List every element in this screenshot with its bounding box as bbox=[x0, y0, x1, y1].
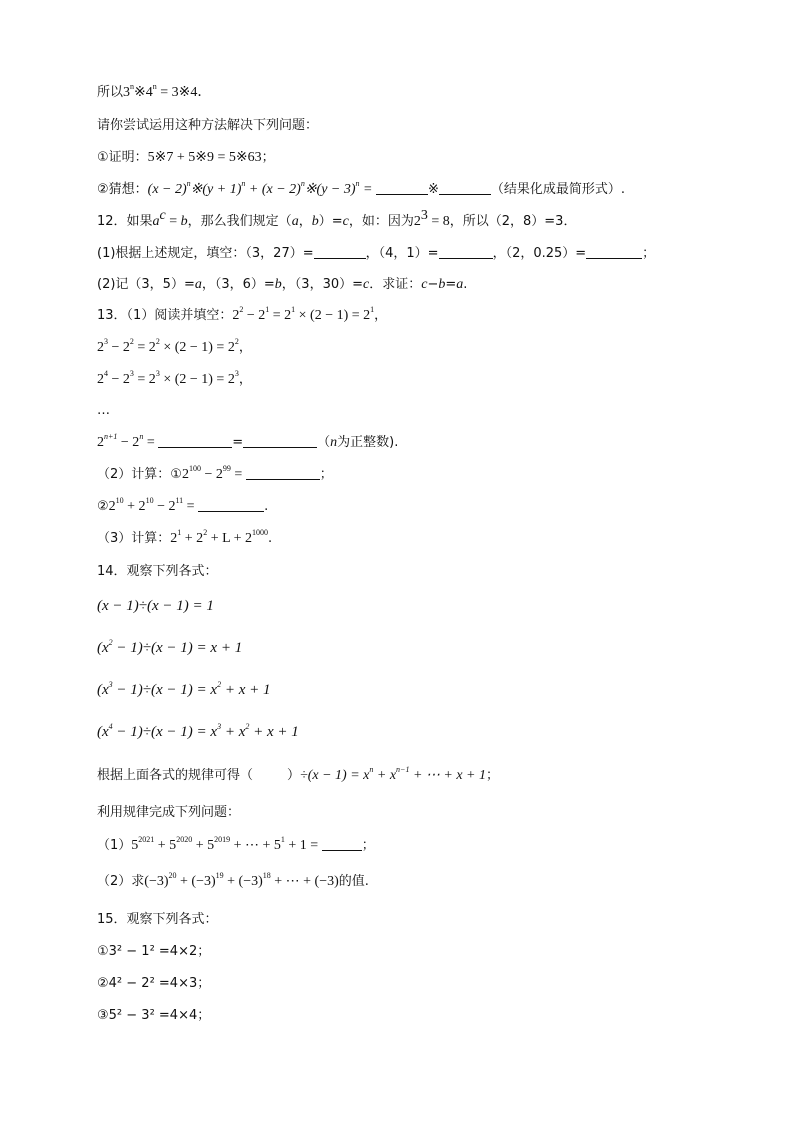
text: （结果化成最简形式）. bbox=[490, 182, 626, 197]
text: ，如：因为 bbox=[348, 214, 414, 229]
text: 所以 bbox=[97, 85, 124, 100]
text: ※ bbox=[427, 182, 439, 197]
math: (x bbox=[97, 640, 109, 656]
exponent: n bbox=[355, 179, 360, 189]
text: ， bbox=[298, 214, 312, 229]
line-q13-example-3 bbox=[97, 371, 252, 389]
math: 2 bbox=[232, 308, 240, 323]
math: a bbox=[152, 214, 160, 229]
line-proof bbox=[97, 149, 275, 167]
exponent: 2 bbox=[234, 337, 239, 347]
text: . bbox=[463, 277, 468, 292]
math: c bbox=[421, 277, 428, 292]
math: b bbox=[274, 277, 282, 292]
math: (x − 1) = x bbox=[307, 768, 370, 783]
line-q14-eq2 bbox=[97, 639, 242, 657]
exponent: 3 bbox=[104, 337, 108, 347]
text: ，所以（2，8）=3． bbox=[449, 214, 577, 229]
exponent: c bbox=[159, 207, 166, 223]
math: − 2 bbox=[117, 435, 140, 450]
exponent: n bbox=[300, 179, 305, 189]
math: (−3) bbox=[144, 874, 169, 889]
line-q13-example-2 bbox=[97, 339, 252, 357]
answer-blank[interactable] bbox=[439, 181, 491, 195]
line-q14-apply: 利用规律完成下列问题： bbox=[97, 805, 241, 820]
exponent: 1 bbox=[291, 305, 296, 315]
math: + (−3) bbox=[176, 874, 216, 889]
line-q14-eq4 bbox=[97, 723, 299, 741]
exponent: n bbox=[152, 82, 157, 92]
exponent: 2 bbox=[155, 337, 160, 347]
line-ellipsis: … bbox=[97, 403, 110, 418]
exponent: 1 bbox=[177, 528, 182, 538]
math: − 1) bbox=[112, 640, 143, 656]
exponent: 2 bbox=[217, 680, 222, 689]
math: ※(y + 1) bbox=[190, 182, 242, 197]
divide-symbol: ÷ bbox=[142, 682, 152, 698]
math: c bbox=[342, 214, 349, 229]
math: 2 bbox=[170, 531, 178, 546]
exponent: 10 bbox=[115, 496, 124, 506]
exponent: 2 bbox=[203, 528, 208, 538]
exponent: 2021 bbox=[138, 835, 155, 845]
math: − 1) bbox=[112, 682, 143, 698]
math: + 2 bbox=[123, 499, 146, 514]
line-guess bbox=[97, 181, 625, 199]
text: （2）计算：① bbox=[97, 467, 182, 482]
text: 为正整数). bbox=[337, 435, 399, 450]
text: ，（3，30）= bbox=[281, 277, 364, 292]
answer-blank[interactable] bbox=[243, 434, 317, 448]
text: . bbox=[268, 531, 273, 546]
text: 的值. bbox=[338, 874, 369, 889]
text: ； bbox=[642, 246, 656, 261]
math: + (x − 2) bbox=[245, 182, 301, 197]
math: 2 bbox=[97, 372, 104, 387]
math: a bbox=[456, 277, 464, 292]
line-q14-eq1 bbox=[97, 597, 214, 615]
exponent: 2 bbox=[245, 722, 250, 731]
math: + 5 bbox=[154, 838, 177, 853]
answer-blank[interactable] bbox=[314, 245, 366, 259]
math: + ⋯ + x + 1 bbox=[409, 768, 487, 783]
line-q15-title: 15．观察下列各式： bbox=[97, 912, 218, 927]
exponent: 4 bbox=[108, 722, 113, 731]
math: (x − 2) bbox=[147, 182, 187, 197]
math: + ⋯ + 5 bbox=[230, 838, 281, 853]
answer-blank[interactable] bbox=[586, 245, 642, 259]
math: (x − 1) bbox=[97, 598, 139, 614]
exponent: 11 bbox=[175, 496, 184, 506]
math: 3 bbox=[123, 85, 131, 100]
math: − 2 bbox=[108, 340, 130, 355]
line-q15-eq1: ①3² − 1² =4×2； bbox=[97, 944, 211, 959]
divide-symbol: ÷ bbox=[138, 598, 148, 614]
exponent: 99 bbox=[222, 464, 231, 474]
text: = bbox=[445, 277, 457, 292]
math: n bbox=[330, 435, 338, 450]
text: （1） bbox=[97, 838, 132, 853]
text: ； bbox=[261, 150, 275, 165]
math: − 2 bbox=[243, 308, 266, 323]
math: 2 bbox=[181, 467, 189, 482]
line-q12-1 bbox=[97, 245, 655, 263]
text: ， bbox=[238, 372, 252, 387]
text: ； bbox=[486, 768, 500, 783]
exponent: 1 bbox=[280, 835, 285, 845]
exponent: 3 bbox=[420, 207, 428, 223]
math: + x + 1 bbox=[249, 724, 299, 740]
line-q12-2 bbox=[97, 276, 467, 294]
text: ，那么我们规定（ bbox=[187, 214, 292, 229]
text: ．求证： bbox=[369, 277, 422, 292]
math: 5※7 + 5※9 = 5※63 bbox=[147, 150, 262, 165]
text: （2）求 bbox=[97, 874, 145, 889]
math: = 8 bbox=[427, 214, 450, 229]
math: 2 bbox=[97, 435, 104, 450]
text: (1)根据上述规定，填空：（3，27）= bbox=[97, 246, 314, 261]
line-instruction: 请你尝试运用这种方法解决下列问题： bbox=[97, 118, 319, 133]
text: ， bbox=[374, 308, 388, 323]
math: ※4 bbox=[134, 85, 153, 100]
math: = 2 bbox=[133, 340, 156, 355]
exponent: n−1 bbox=[396, 765, 410, 775]
exponent: 3 bbox=[129, 369, 134, 379]
math: − 2 bbox=[108, 372, 130, 387]
answer-blank[interactable] bbox=[198, 498, 264, 512]
divide-symbol: ÷ bbox=[142, 640, 152, 656]
math: = bbox=[143, 435, 159, 450]
math: a bbox=[194, 277, 202, 292]
text: ） bbox=[287, 768, 301, 783]
answer-blank[interactable] bbox=[158, 434, 232, 448]
math: (x − 1) = x bbox=[151, 724, 218, 740]
exponent: 2 bbox=[239, 305, 244, 315]
answer-blank[interactable] bbox=[322, 837, 362, 851]
math: + 1 = bbox=[284, 838, 322, 853]
math: + (−3) bbox=[223, 874, 263, 889]
math: = bbox=[183, 499, 199, 514]
line-q14-rule bbox=[97, 767, 499, 785]
text: ，（2，0.25）= bbox=[492, 246, 587, 261]
exponent: 2019 bbox=[214, 835, 231, 845]
divide-symbol: ÷ bbox=[142, 724, 152, 740]
math: × (2 − 1) = 2 bbox=[159, 340, 235, 355]
exponent: 4 bbox=[104, 369, 108, 379]
exponent: n bbox=[241, 179, 246, 189]
line-conclusion bbox=[97, 84, 211, 102]
math: + x bbox=[373, 768, 397, 783]
math: + x bbox=[221, 724, 246, 740]
math: a bbox=[291, 214, 299, 229]
exponent: 10 bbox=[145, 496, 154, 506]
item-number: ②猜想： bbox=[97, 182, 148, 197]
item-number: ①证明： bbox=[97, 150, 148, 165]
math: (x − 1) = x + 1 bbox=[151, 640, 243, 656]
line-q14-2 bbox=[97, 873, 369, 891]
line-q13-2a bbox=[97, 466, 333, 484]
math: 2 bbox=[413, 214, 421, 229]
answer-blank[interactable] bbox=[246, 466, 320, 480]
text: = bbox=[232, 435, 244, 450]
math: c bbox=[363, 277, 370, 292]
math: b bbox=[311, 214, 319, 229]
math: + L + 2 bbox=[207, 531, 253, 546]
text: . bbox=[264, 499, 269, 514]
text: ， bbox=[238, 340, 252, 355]
math: 2 bbox=[97, 340, 104, 355]
exponent: 3 bbox=[234, 369, 239, 379]
exponent: 100 bbox=[188, 464, 201, 474]
math: = 2 bbox=[269, 308, 292, 323]
math: = bbox=[165, 214, 181, 229]
math: + 2 bbox=[181, 531, 204, 546]
question-number: 12．如果 bbox=[97, 214, 153, 229]
exponent: 2020 bbox=[176, 835, 193, 845]
math: − 2 bbox=[153, 499, 176, 514]
math: = bbox=[359, 182, 376, 197]
text: （ bbox=[317, 435, 331, 450]
exponent: 3 bbox=[217, 722, 222, 731]
exponent: 20 bbox=[168, 871, 177, 881]
math: b bbox=[438, 277, 446, 292]
line-q13-3 bbox=[97, 530, 272, 548]
math: = 3※4． bbox=[156, 85, 212, 100]
text: 根据上面各式的规律可得（ bbox=[97, 768, 254, 783]
exponent: 19 bbox=[215, 871, 224, 881]
math: 5 bbox=[131, 838, 139, 853]
math: = 2 bbox=[133, 372, 156, 387]
math: (x − 1) = 1 bbox=[147, 598, 214, 614]
math: × (2 − 1) = 2 bbox=[159, 372, 235, 387]
text: ； bbox=[361, 838, 375, 853]
exponent: 18 bbox=[262, 871, 271, 881]
exponent: 3 bbox=[155, 369, 160, 379]
answer-blank[interactable] bbox=[376, 181, 428, 195]
math: − 2 bbox=[200, 467, 223, 482]
exponent: n bbox=[186, 179, 191, 189]
math: ※(y − 3) bbox=[304, 182, 356, 197]
math: + 5 bbox=[192, 838, 215, 853]
text: (2)记（3，5）= bbox=[97, 277, 195, 292]
math: (x bbox=[97, 724, 109, 740]
text: ，（3，6）= bbox=[201, 277, 275, 292]
exponent: 2 bbox=[108, 638, 113, 647]
text: （3）计算： bbox=[97, 531, 171, 546]
math: + ⋯ + (−3) bbox=[270, 874, 339, 889]
exponent: n+1 bbox=[104, 432, 118, 442]
text: − bbox=[427, 277, 439, 292]
text: ，（4，1）= bbox=[365, 246, 439, 261]
math: + x + 1 bbox=[221, 682, 271, 698]
exponent: n bbox=[139, 432, 144, 442]
line-q14-title: 14．观察下列各式： bbox=[97, 564, 218, 579]
line-q15-eq2: ②4² − 2² =4×3； bbox=[97, 976, 211, 991]
text: ； bbox=[319, 467, 333, 482]
line-q13-general bbox=[97, 434, 398, 452]
exponent: 2 bbox=[129, 337, 134, 347]
text: ）= bbox=[318, 214, 343, 229]
line-q13-1 bbox=[97, 307, 387, 325]
math: − 1) bbox=[112, 724, 143, 740]
exponent: n bbox=[369, 765, 374, 775]
math: b bbox=[180, 214, 188, 229]
exponent: n bbox=[130, 82, 135, 92]
exponent: 3 bbox=[108, 680, 113, 689]
exponent: 1 bbox=[265, 305, 270, 315]
line-q15-eq3: ③5² − 3² =4×4； bbox=[97, 1008, 211, 1023]
line-q13-2b bbox=[97, 498, 268, 516]
line-q14-1 bbox=[97, 837, 375, 855]
line-q12 bbox=[97, 207, 577, 231]
math: (x bbox=[97, 682, 109, 698]
math: (x − 1) = x bbox=[151, 682, 218, 698]
line-q14-eq3 bbox=[97, 681, 270, 699]
exponent: 1 bbox=[370, 305, 375, 315]
item-number: ② bbox=[97, 499, 109, 514]
divide-symbol: ÷ bbox=[300, 768, 308, 783]
exponent: 1000 bbox=[252, 528, 269, 538]
math: = bbox=[230, 467, 246, 482]
answer-blank[interactable] bbox=[439, 245, 493, 259]
math: × (2 − 1) = 2 bbox=[295, 308, 371, 323]
math: 2 bbox=[108, 499, 116, 514]
question-number: 13．（1）阅读并填空： bbox=[97, 308, 233, 323]
